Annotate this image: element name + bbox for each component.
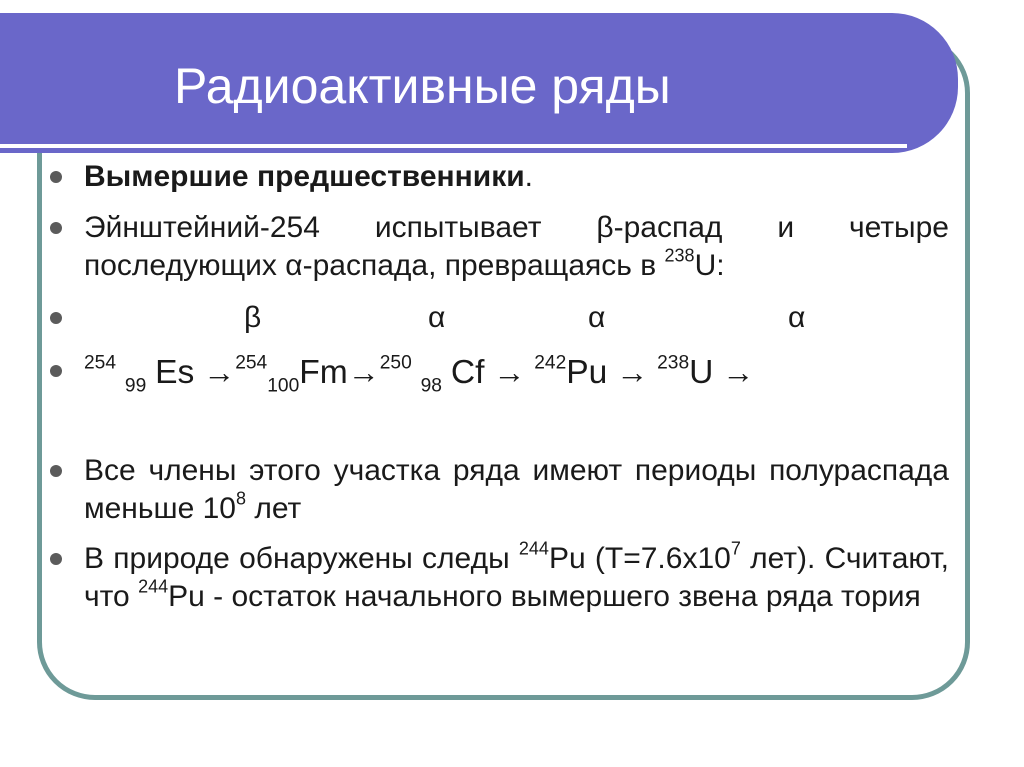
half-life-exponent: 7 bbox=[730, 538, 741, 559]
bullet-list bbox=[44, 155, 949, 616]
pu-mass-number: 244 bbox=[518, 538, 549, 559]
arrow-icon: → bbox=[722, 354, 755, 390]
uranium-symbol: U: bbox=[694, 249, 725, 282]
bullet-dot-icon bbox=[50, 222, 62, 234]
es-symbol: Es bbox=[155, 354, 195, 391]
plutonium-text-part: Pu (T=7.6x10 bbox=[548, 542, 731, 575]
plutonium-text-part: Pu - остаток начального вымершего звена ряда тория bbox=[168, 580, 921, 613]
es-charge: 99 bbox=[124, 375, 147, 397]
pu-mass-number: 244 bbox=[138, 576, 169, 597]
alpha-decay-label: α bbox=[788, 301, 806, 334]
list-item bbox=[44, 452, 949, 528]
bullet-dot-icon bbox=[50, 171, 62, 183]
bullet-dot-icon bbox=[50, 553, 62, 565]
arrow-icon: → bbox=[203, 354, 236, 390]
list-item bbox=[44, 540, 949, 616]
alpha-decay-label: α bbox=[588, 301, 606, 334]
slide-title: Радиоактивные ряды bbox=[174, 58, 671, 114]
bullet-dot-icon bbox=[50, 365, 62, 377]
fm-mass: 254 bbox=[235, 352, 268, 374]
plutonium-text-part: В природе обнаружены следы bbox=[84, 542, 519, 575]
u-mass: 238 bbox=[657, 352, 690, 374]
list-item bbox=[44, 158, 949, 196]
list-item bbox=[44, 209, 949, 285]
uranium-mass-number: 238 bbox=[664, 245, 695, 266]
half-life-exponent: 8 bbox=[235, 488, 246, 509]
extinct-precursors-heading: Вымершие предшественники bbox=[84, 160, 525, 193]
decay-types-row bbox=[44, 299, 949, 337]
fm-charge: 100 bbox=[267, 375, 300, 397]
half-life-text: Все члены этого участка ряда имеют периоды полураспада меньше 10 bbox=[84, 454, 949, 525]
pu-mass: 242 bbox=[534, 352, 567, 374]
u-symbol: U bbox=[689, 354, 714, 391]
arrow-icon: → bbox=[616, 354, 649, 390]
arrow-icon: → bbox=[347, 354, 380, 390]
einsteinium-text: Эйнштейний-254 испытывает β-распад и четыре последующих α-распада, превращаясь в bbox=[84, 211, 949, 282]
bullet-dot-icon bbox=[50, 465, 62, 477]
heading-period: . bbox=[524, 160, 534, 193]
arrow-icon: → bbox=[493, 354, 526, 390]
bullet-dot-icon bbox=[50, 312, 62, 324]
alpha-decay-label: α bbox=[428, 301, 446, 334]
pu-symbol: Pu bbox=[566, 354, 608, 391]
cf-mass: 250 bbox=[379, 352, 412, 374]
decay-chain-equation bbox=[44, 352, 949, 397]
cf-symbol: Cf bbox=[450, 354, 485, 391]
beta-decay-label: β bbox=[244, 301, 262, 334]
cf-charge: 98 bbox=[420, 375, 442, 397]
plutonium-text-part: лет). Считают, что bbox=[84, 542, 949, 613]
fm-symbol: Fm bbox=[299, 354, 348, 391]
es-mass: 254 bbox=[84, 352, 117, 374]
title-bar bbox=[0, 13, 958, 153]
half-life-unit: лет bbox=[245, 492, 302, 525]
title-underline bbox=[0, 144, 907, 148]
